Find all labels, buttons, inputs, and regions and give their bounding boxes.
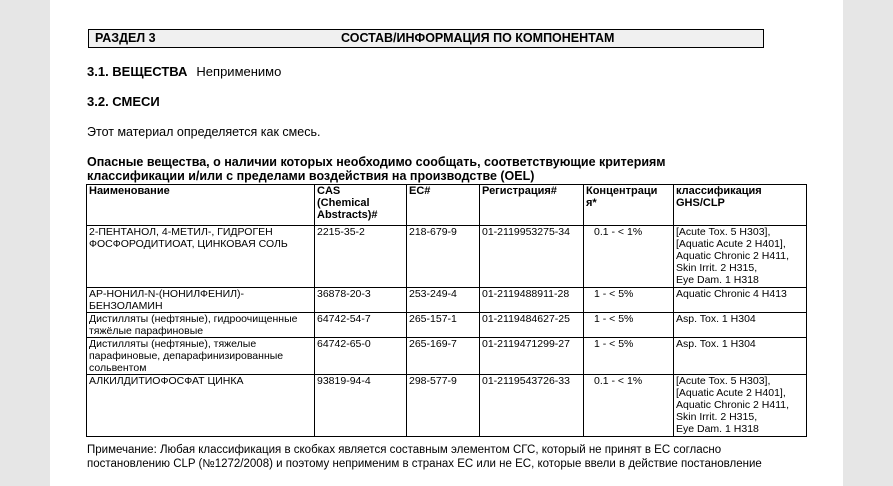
mixture-statement: Этот материал определяется как смесь. (87, 125, 321, 139)
cell-concentration: 1 - < 5% (584, 313, 674, 338)
table-row (87, 313, 807, 338)
cell-registration: 01-2119471299-27 (480, 338, 584, 375)
header-classification: классификация GHS/CLP (674, 185, 807, 226)
cell-classification: Asp. Tox. 1 H304 (674, 313, 807, 338)
cell-ec: 253-249-4 (407, 288, 480, 313)
table-header-row (87, 185, 807, 226)
substances-value: Неприменимо (196, 64, 282, 79)
classification-note (87, 443, 807, 471)
cell-registration: 01-2119488911-28 (480, 288, 584, 313)
cell-concentration: 1 - < 5% (584, 288, 674, 313)
cell-name: АЛКИЛДИТИОФОСФАТ ЦИНКА (87, 375, 315, 437)
cell-ec: 265-157-1 (407, 313, 480, 338)
table-row (87, 338, 807, 375)
hazardous-substances-heading (87, 155, 787, 183)
table-row (87, 288, 807, 313)
cell-classification: Asp. Tox. 1 H304 (674, 338, 807, 375)
header-registration: Регистрация# (480, 185, 584, 226)
cell-name: Дистилляты (нефтяные), гидроочищенные тяжёлые парафиновые (87, 313, 315, 338)
cell-concentration: 0.1 - < 1% (584, 226, 674, 288)
cell-cas: 93819-94-4 (315, 375, 407, 437)
note-line: постановлению CLP (№1272/2008) и поэтому неприменим в странах ЕС или не ЕС, которые ввели в действие постановление (87, 458, 762, 470)
cell-cas: 36878-20-3 (315, 288, 407, 313)
substances-heading: 3.1. ВЕЩЕСТВА (87, 64, 188, 79)
cell-registration: 01-2119953275-34 (480, 226, 584, 288)
components-table (86, 184, 807, 437)
header-cas: CAS (Chemical Abstracts)# (315, 185, 407, 226)
cell-cas: 2215-35-2 (315, 226, 407, 288)
substances-line (87, 64, 281, 79)
cell-classification: Aquatic Chronic 4 H413 (674, 288, 807, 313)
table-row (87, 226, 807, 288)
document-page (50, 0, 843, 486)
cell-ec: 265-169-7 (407, 338, 480, 375)
header-ec: EC# (407, 185, 480, 226)
cell-cas: 64742-54-7 (315, 313, 407, 338)
section-title: СОСТАВ/ИНФОРМАЦИЯ ПО КОМПОНЕНТАМ (341, 31, 615, 45)
section-header (88, 29, 764, 48)
cell-registration: 01-2119484627-25 (480, 313, 584, 338)
hazardous-heading-line: классификации и/или с пределами воздействия на производстве (OEL) (87, 169, 535, 183)
mixtures-heading: 3.2. СМЕСИ (87, 94, 160, 109)
cell-registration: 01-2119543726-33 (480, 375, 584, 437)
cell-concentration: 0.1 - < 1% (584, 375, 674, 437)
cell-ec: 218-679-9 (407, 226, 480, 288)
table-row (87, 375, 807, 437)
hazardous-heading-line: Опасные вещества, о наличии которых необходимо сообщать, соответствующие критериям (87, 155, 666, 169)
cell-name: Дистилляты (нефтяные), тяжелые парафиновые, депарафинизированные сольвентом (87, 338, 315, 375)
cell-name: 2-ПЕНТАНОЛ, 4-МЕТИЛ-, ГИДРОГЕН ФОСФОРОДИТИОАТ, ЦИНКОВАЯ СОЛЬ (87, 226, 315, 288)
cell-classification: [Acute Tox. 5 H303], [Aquatic Acute 2 H401], Aquatic Chronic 2 H411, Skin Irrit. 2 H315, Eye Dam. 1 H318 (674, 226, 807, 288)
cell-classification: [Acute Tox. 5 H303], [Aquatic Acute 2 H401], Aquatic Chronic 2 H411, Skin Irrit. 2 H315, Eye Dam. 1 H318 (674, 375, 807, 437)
header-concentration: Концентраци я* (584, 185, 674, 226)
note-line: Примечание: Любая классификация в скобках является составным элементом СГС, который не принят в ЕС согласно (87, 444, 722, 456)
cell-ec: 298-577-9 (407, 375, 480, 437)
cell-concentration: 1 - < 5% (584, 338, 674, 375)
cell-name: АР-НОНИЛ-N-(НОНИЛФЕНИЛ)- БЕНЗОЛАМИН (87, 288, 315, 313)
header-name: Наименование (87, 185, 315, 226)
section-number: РАЗДЕЛ 3 (95, 31, 156, 45)
cell-cas: 64742-65-0 (315, 338, 407, 375)
